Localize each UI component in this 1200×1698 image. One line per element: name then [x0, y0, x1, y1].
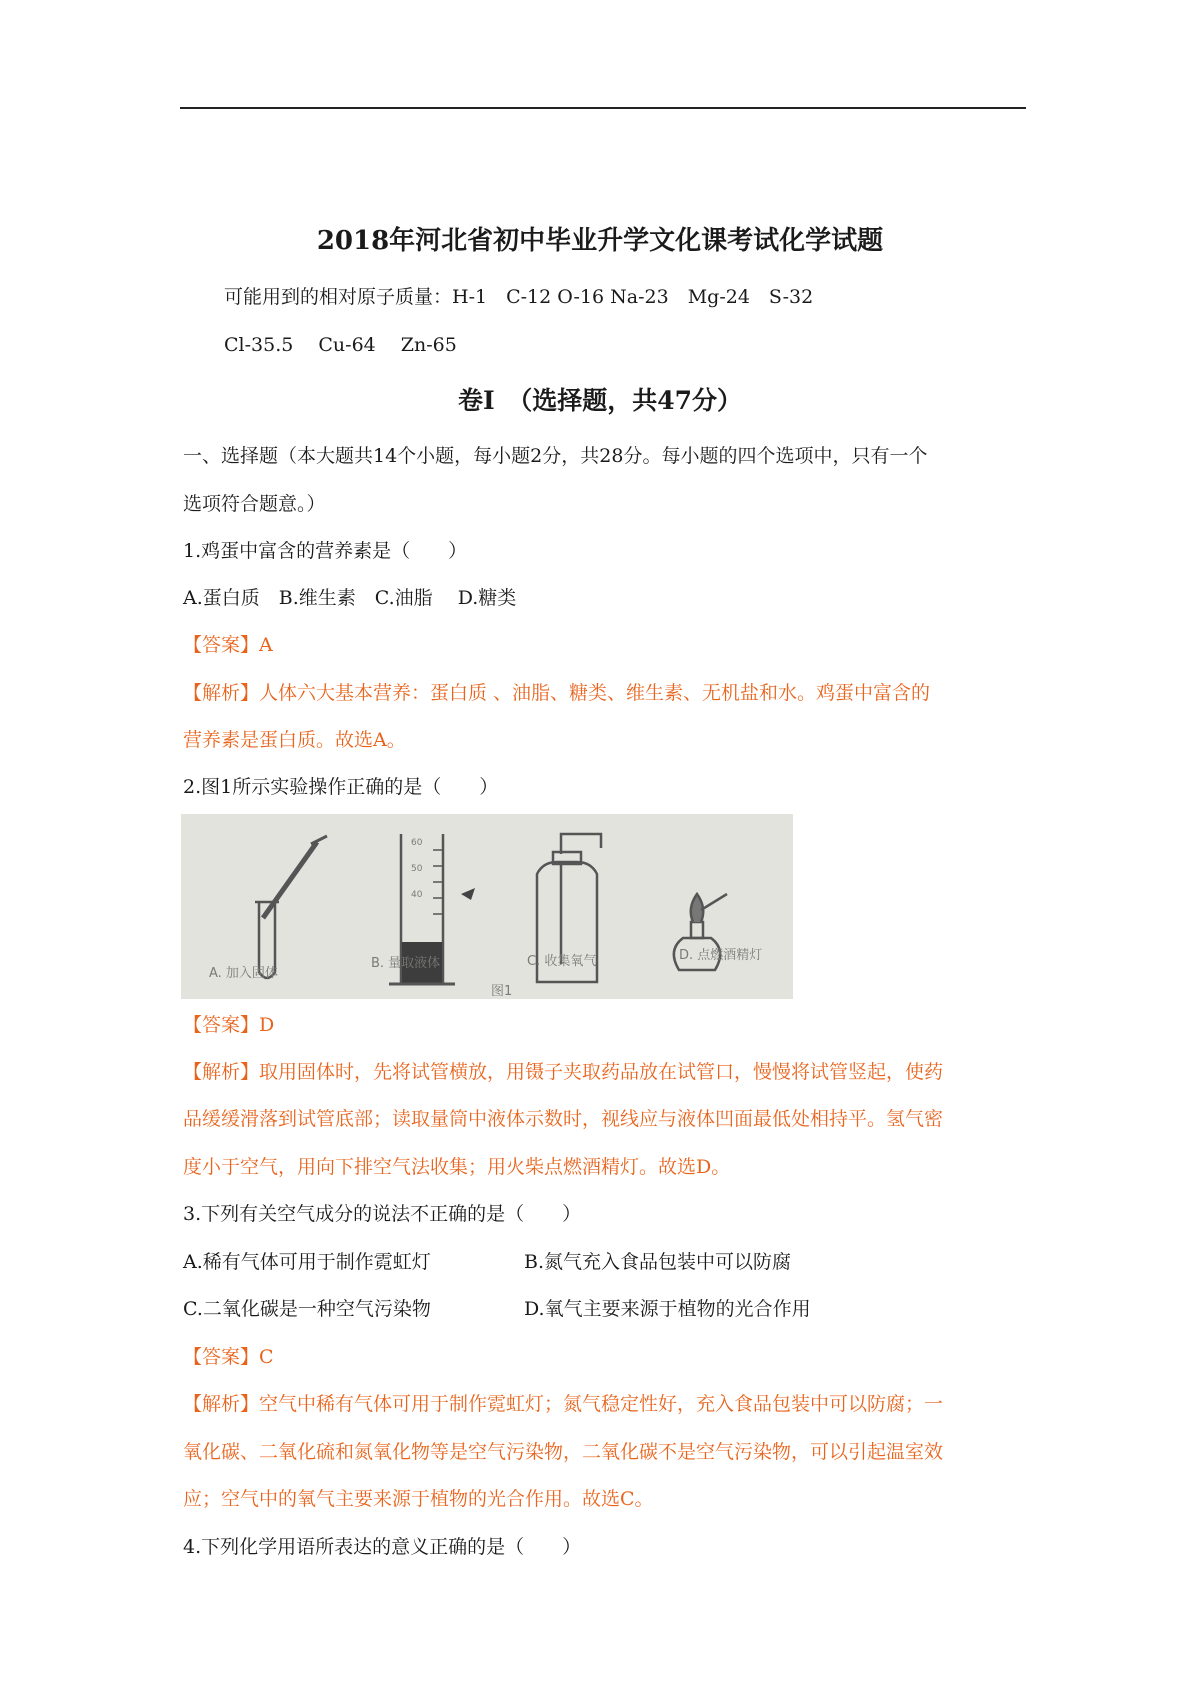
- q3-option-d: D.氧气主要来源于植物的光合作用: [524, 1298, 811, 1320]
- q2-analysis-line1: [183, 1059, 943, 1085]
- figure-label-b: B. 量取液体: [371, 956, 441, 971]
- q3-stem: 3.下列有关空气成分的说法不正确的是（ ）: [183, 1203, 582, 1225]
- answer-label: 【答案】: [183, 1014, 260, 1036]
- figure-1-lab-operations: [181, 814, 793, 999]
- analysis-label: 【解析】: [183, 1061, 260, 1083]
- answer-label: 【答案】: [183, 634, 260, 656]
- q3-option-a: A.稀有气体可用于制作霓虹灯: [183, 1251, 431, 1273]
- header-rule: [180, 107, 1026, 109]
- q2-analysis-line2: 品缓缓滑落到试管底部；读取量筒中液体示数时，视线应与液体凹面最低处相持平。氢气密: [183, 1108, 944, 1130]
- q1-answer-value: A: [259, 634, 273, 656]
- part-one-instructions-line2: 选项符合题意。）: [183, 493, 326, 515]
- q3-answer: [183, 1344, 274, 1370]
- q1-analysis-line1: [183, 680, 930, 706]
- figure-label-c: C. 收集氧气: [527, 954, 597, 969]
- section-title: 卷Ⅰ （选择题，共47分）: [458, 386, 742, 415]
- cylinder-scale-60: 60: [411, 838, 423, 848]
- atomic-masses-line2: Cl-35.5 Cu-64 Zn-65: [224, 334, 457, 356]
- part-one-instructions-line1: 一、选择题（本大题共14个小题，每小题2分，共28分。每小题的四个选项中，只有一个: [183, 445, 928, 467]
- q1-analysis-line2: 营养素是蛋白质。故选A。: [183, 729, 406, 751]
- answer-label: 【答案】: [183, 1346, 260, 1368]
- q4-stem: 4.下列化学用语所表达的意义正确的是（ ）: [183, 1536, 582, 1558]
- q3-option-c: C.二氧化碳是一种空气污染物: [183, 1298, 431, 1320]
- q1-answer: [183, 632, 273, 658]
- analysis-label: 【解析】: [183, 1393, 260, 1415]
- cylinder-scale-50: 50: [411, 864, 423, 874]
- q2-analysis-text1: 取用固体时，先将试管横放，用镊子夹取药品放在试管口，慢慢将试管竖起，使药: [259, 1061, 944, 1083]
- q3-analysis-line2: 氧化碳、二氧化硫和氮氧化物等是空气污染物，二氧化碳不是空气污染物，可以引起温室效: [183, 1441, 944, 1463]
- q2-answer-value: D: [259, 1014, 275, 1036]
- atomic-masses-line1: 可能用到的相对原子质量：H-1 C-12 O-16 Na-23 Mg-24 S-32: [224, 286, 814, 308]
- q3-analysis-line3: 应；空气中的氧气主要来源于植物的光合作用。故选C。: [183, 1488, 654, 1510]
- q2-stem: 2.图1所示实验操作正确的是（ ）: [183, 776, 499, 798]
- figure-label-d: D. 点燃酒精灯: [679, 948, 763, 963]
- q1-analysis-text1: 人体六大基本营养：蛋白质 、油脂、糖类、维生素、无机盐和水。鸡蛋中富含的: [259, 682, 931, 704]
- q3-analysis-text1: 空气中稀有气体可用于制作霓虹灯；氮气稳定性好，充入食品包装中可以防腐；一: [259, 1393, 944, 1415]
- q3-answer-value: C: [259, 1346, 274, 1368]
- q2-analysis-line3: 度小于空气，用向下排空气法收集；用火柴点燃酒精灯。故选D。: [183, 1156, 731, 1178]
- test-tube-icon: [255, 836, 327, 978]
- q1-stem: 1.鸡蛋中富含的营养素是（ ）: [183, 540, 468, 562]
- figure-label-a: A. 加入固体: [209, 966, 278, 981]
- figure-caption: 图1: [491, 984, 513, 999]
- cylinder-scale-40: 40: [411, 890, 423, 900]
- q3-analysis-line1: [183, 1391, 943, 1417]
- q3-option-b: B.氮气充入食品包装中可以防腐: [524, 1251, 792, 1273]
- analysis-label: 【解析】: [183, 682, 260, 704]
- q1-options: A.蛋白质 B.维生素 C.油脂 D.糖类: [183, 587, 517, 609]
- page-title: 2018年河北省初中毕业升学文化课考试化学试题: [316, 226, 884, 256]
- q2-answer: [183, 1012, 274, 1038]
